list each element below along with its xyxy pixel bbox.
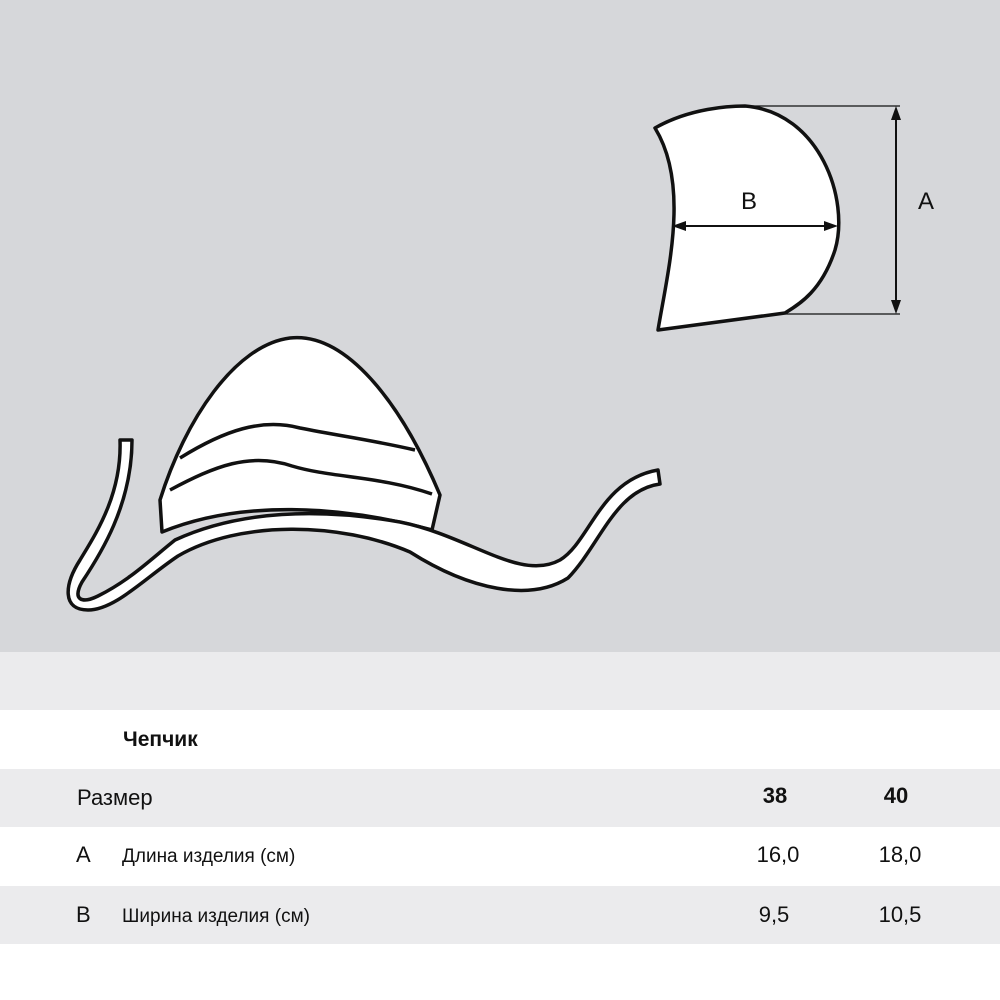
table-title-row	[0, 710, 1000, 769]
pattern-piece	[655, 106, 839, 330]
row-code: A	[76, 842, 91, 867]
table-row	[0, 886, 1000, 944]
bonnet-crown	[160, 338, 440, 532]
row-value-38: 16,0	[756, 842, 800, 867]
row-value-38: 9,5	[758, 902, 790, 927]
table-header-row	[0, 769, 1000, 827]
table-spacer-row	[0, 652, 1000, 710]
dimension-b-label: B	[741, 188, 758, 215]
dimension-a-arrow-bottom	[891, 300, 901, 314]
row-description: Ширина изделия (см)	[122, 906, 310, 927]
row-value-40: 10,5	[878, 902, 922, 927]
table-row	[0, 827, 1000, 886]
dimension-a-arrow-top	[891, 106, 901, 120]
size-header-40: 40	[883, 783, 909, 808]
row-value-40: 18,0	[878, 842, 922, 867]
table-bottom-spacer	[0, 944, 1000, 1000]
row-code: B	[76, 902, 91, 927]
size-header-38: 38	[762, 783, 788, 808]
dimension-a-label: A	[918, 188, 935, 215]
size-label: Размер	[77, 785, 153, 810]
table-title: Чепчик	[123, 728, 198, 751]
row-description: Длина изделия (см)	[122, 846, 296, 867]
